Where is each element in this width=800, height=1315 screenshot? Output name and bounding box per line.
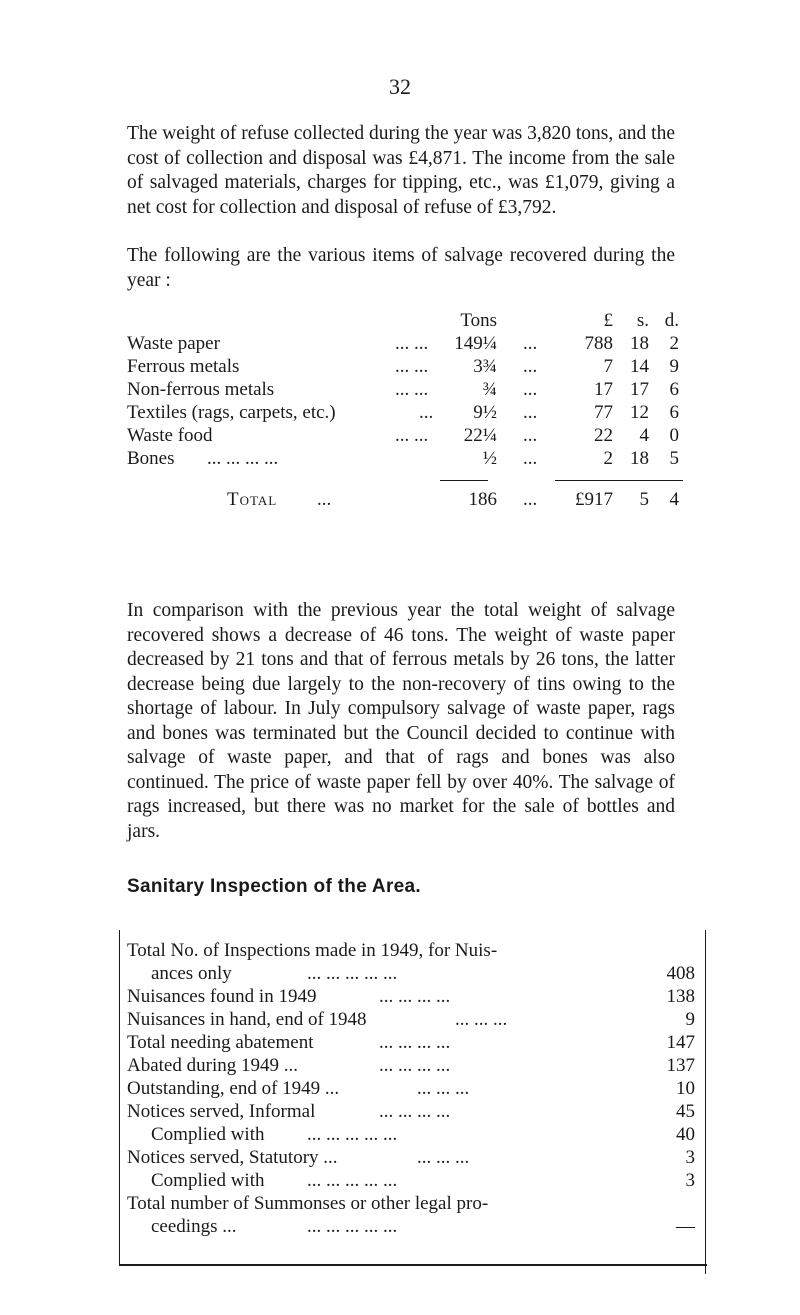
row-label: Abated during 1949 ... [127,1055,298,1076]
row-label: Total number of Summonses or other legal pro- [127,1193,489,1214]
leader-dots: ... ... ... [417,1147,470,1168]
salvage-shillings: 4 [639,425,649,446]
table-row [127,1101,695,1123]
table-row [127,986,695,1008]
row-label: Nuisances found in 1949 [127,986,317,1007]
total-pounds: £917 [575,489,613,510]
table-row [127,1032,695,1054]
salvage-pence: 9 [669,356,679,377]
salvage-item: Waste food [127,425,213,446]
leader-dots: ... [523,489,538,510]
row-label: Outstanding, end of 1949 ... [127,1078,340,1099]
row-value: 137 [666,1055,695,1076]
salvage-pounds: 22 [594,425,613,446]
salvage-tons: 22¼ [463,425,497,446]
row-label: ances only [151,963,232,984]
row-label: Complied with [151,1170,265,1191]
salvage-pence: 0 [669,425,679,446]
salvage-pence: 5 [669,448,679,469]
row-value: 9 [685,1009,695,1030]
table-row [127,1078,695,1100]
row-value: 45 [676,1101,695,1122]
salvage-pounds: 17 [594,379,613,400]
salvage-tons: 149¼ [454,333,497,354]
table-row [127,940,695,962]
header-tons: Tons [460,310,497,331]
row-label: Notices served, Informal [127,1101,316,1122]
salvage-pence: 2 [669,333,679,354]
refuse-collection-paragraph: The weight of refuse collected during the year was 3,820 tons, and the cost of collection and disposal was £4,871. The income from the sale of salvaged materials, charges for tipping, etc., was £1,079, giving a net cost for collection and disposal of refuse of £3,792. [127,123,675,218]
row-value: — [676,1216,695,1237]
row-label: ceedings ... [151,1216,237,1237]
salvage-tons: 9½ [473,402,497,423]
table-row [127,1124,695,1146]
header-pounds: £ [603,310,613,331]
section-heading: Sanitary Inspection of the Area. [127,876,421,897]
salvage-intro-paragraph: The following are the various items of salvage recovered during the year : [127,245,675,291]
salvage-pence: 6 [669,402,679,423]
row-label: Total No. of Inspections made in 1949, for Nuis- [127,940,498,961]
salvage-tons: 3¾ [473,356,497,377]
row-label: Complied with [151,1124,265,1145]
table-right-border [705,930,706,1274]
salvage-shillings: 12 [630,402,649,423]
salvage-total-row [127,489,687,511]
salvage-shillings: 18 [630,333,649,354]
leader-dots: ... ... ... ... ... [307,963,398,984]
table-row [127,1009,695,1031]
leader-dots: ... ... ... ... [379,1101,451,1122]
table-row [127,1216,695,1238]
salvage-shillings: 17 [630,379,649,400]
row-label: Total needing abatement [127,1032,314,1053]
salvage-pence: 6 [669,379,679,400]
leader-dots: ... ... ... ... ... [307,1170,398,1191]
leader-dots: ... ... ... ... [379,986,451,1007]
leader-dots: ... ... ... [455,1009,508,1030]
leader-dots: ... ... ... [417,1078,470,1099]
leader-dots: ... ... ... ... ... [307,1124,398,1145]
salvage-row [127,333,687,355]
total-pence: 4 [669,489,679,510]
leader-dots: ... ... ... ... [379,1032,451,1053]
salvage-row [127,356,687,378]
salvage-pounds: 2 [603,448,613,469]
leader-dots: ... ... [395,333,429,354]
leader-dots: ... [317,489,332,510]
total-label: Total [227,489,278,510]
row-value: 10 [676,1078,695,1099]
row-label: Notices served, Statutory ... [127,1147,338,1168]
leader-dots: ... ... ... ... [207,448,279,469]
salvage-item: Textiles (rags, carpets, etc.) [127,402,336,423]
salvage-tons: ¾ [482,379,497,400]
comparison-paragraph: In comparison with the previous year the total weight of salvage recovered shows a decrease of 46 tons. The weight of waste paper decreased by 21 tons and that of ferrous metals by 26 tons, the latter decrease being due largely to the non-recovery of tins owing to the shortage of labour. In July compulsory salvage of waste paper, rags and bones was terminated but the Council decided to continue with salvage of waste paper, and that of rags and bones was also continued. The price of waste paper fell by over 40%. The salvage of rags increased, but there was no market for the sale of bottles and jars. [127,600,675,842]
leader-dots: ... ... ... ... ... [307,1216,398,1237]
leader-dots: ... ... ... ... [379,1055,451,1076]
row-value: 3 [685,1147,695,1168]
money-total-rule [555,480,683,481]
table-row [127,1193,695,1215]
leader-dots: ... ... [395,356,429,377]
table-row [127,1055,695,1077]
salvage-row [127,448,687,470]
leader-dots: ... ... [395,379,429,400]
salvage-shillings: 18 [630,448,649,469]
tons-total-rule [440,480,488,481]
salvage-item: Ferrous metals [127,356,240,377]
table-row [127,1170,695,1192]
salvage-shillings: 14 [630,356,649,377]
leader-dots: ... [523,402,538,423]
header-shillings: s. [636,310,649,331]
leader-dots: ... [523,448,538,469]
total-shillings: 5 [639,489,649,510]
salvage-row [127,425,687,447]
table-row [127,963,695,985]
page-number: 32 [389,74,411,99]
row-value: 138 [666,986,695,1007]
salvage-item: Waste paper [127,333,220,354]
leader-dots: ... ... [395,425,429,446]
row-value: 40 [676,1124,695,1145]
row-value: 147 [666,1032,695,1053]
salvage-tons: ½ [482,448,497,469]
row-label: Nuisances in hand, end of 1948 [127,1009,367,1030]
table-left-border [119,930,120,1264]
table-row [127,1147,695,1169]
leader-dots: ... [523,333,538,354]
row-value: 3 [685,1170,695,1191]
leader-dots: ... [523,425,538,446]
salvage-pounds: 7 [603,356,613,377]
header-pence: d. [664,310,679,331]
leader-dots: ... [523,356,538,377]
salvage-row [127,402,687,424]
table-bottom-border [119,1264,707,1266]
total-tons: 186 [468,489,497,510]
leader-dots: ... [523,379,538,400]
salvage-pounds: 77 [594,402,613,423]
salvage-row [127,379,687,401]
row-value: 408 [666,963,695,984]
salvage-item: Bones [127,448,175,469]
leader-dots: ... [419,402,434,423]
salvage-item: Non-ferrous metals [127,379,275,400]
salvage-table-header [127,310,687,332]
salvage-pounds: 788 [584,333,613,354]
